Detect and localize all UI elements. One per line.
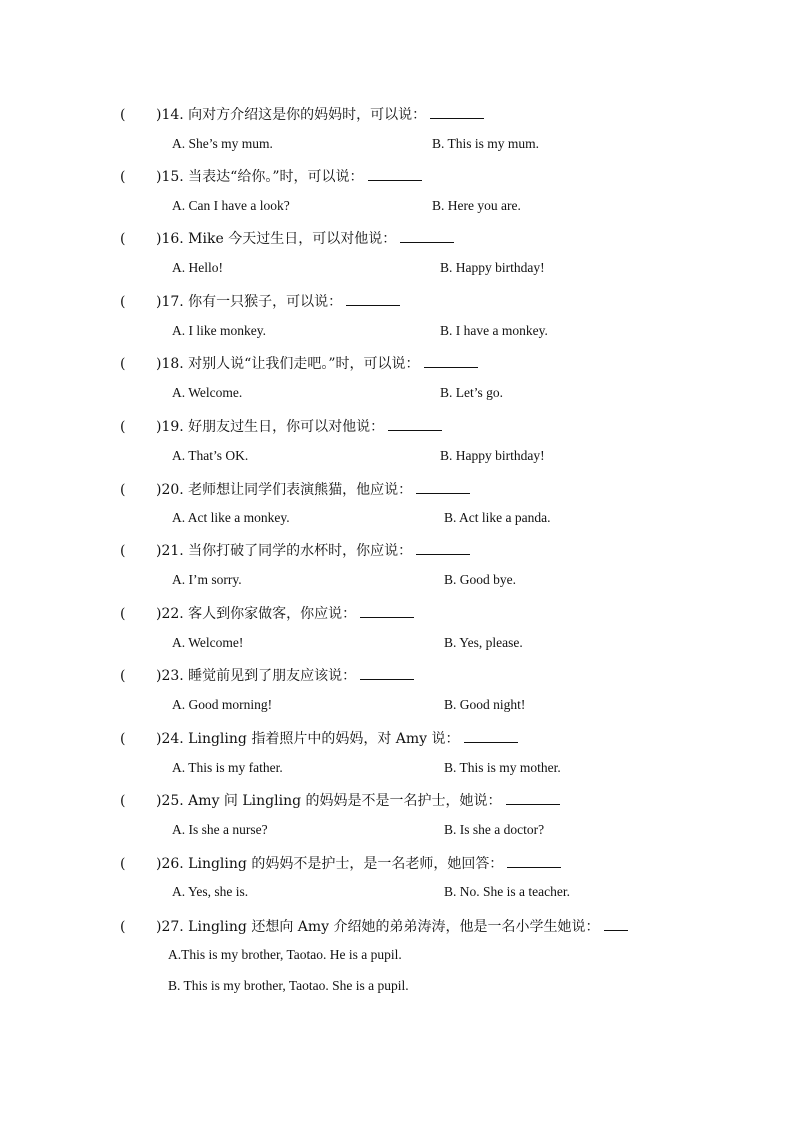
option-b: B. This is my mother. [444,760,561,775]
answer-paren: ( [120,856,126,872]
question-21 [120,540,470,560]
answer-paren: ( [120,668,126,684]
question-stem: )22. 客人到你家做客，你应说： [156,606,357,622]
question-20 [120,479,470,499]
option-a: A. Yes, she is. [172,884,249,899]
option-b: B. Here you are. [432,198,521,213]
answer-paren: ( [120,231,126,247]
option-b: B. Act like a panda. [444,510,551,525]
question-stem: )19. 好朋友过生日，你可以对他说： [156,419,385,435]
answer-blank[interactable] [507,855,561,868]
question-stem: )23. 睡觉前见到了朋友应该说： [156,668,357,684]
option-a: A. Can I have a look? [172,198,290,213]
option-a: A. Is she a nurse? [172,822,268,837]
question-19 [120,416,442,436]
question-23 [120,665,414,685]
answer-paren: ( [120,482,126,498]
answer-paren: ( [120,543,126,559]
answer-blank[interactable] [430,106,484,119]
option-a: A. That’s OK. [172,448,249,463]
option-a: A. Welcome. [172,385,243,400]
question-16 [120,228,454,248]
answer-blank[interactable] [506,792,560,805]
answer-paren: ( [120,419,126,435]
question-stem: )14. 向对方介绍这是你的妈妈时，可以说： [156,107,427,123]
option-b: B. Good bye. [444,572,516,587]
option-a: A. Welcome! [172,635,244,650]
question-17 [120,291,400,311]
answer-blank[interactable] [424,355,478,368]
option-b: B. Good night! [444,697,526,712]
question-stem: )16. Mike 今天过生日，可以对他说： [156,231,397,247]
answer-blank[interactable] [346,293,400,306]
answer-blank[interactable] [368,168,422,181]
answer-blank[interactable] [416,542,470,555]
answer-blank[interactable] [360,605,414,618]
option-a: A. I’m sorry. [172,572,242,587]
option-a: A. I like monkey. [172,323,266,338]
option-a: A. Act like a monkey. [172,510,290,525]
answer-paren: ( [120,107,126,123]
question-stem: )27. Lingling 还想向 Amy 介绍她的弟弟涛涛，他是一名小学生她说： [156,919,600,935]
question-stem: )25. Amy 问 Lingling 的妈妈是不是一名护士，她说： [156,793,502,809]
answer-blank[interactable] [388,418,442,431]
option-a: A. She’s my mum. [172,136,273,151]
answer-paren: ( [120,793,126,809]
answer-blank[interactable] [416,481,470,494]
question-25 [120,790,560,810]
option-b: B. This is my brother, Taotao. She is a pupil. [168,978,409,993]
question-24 [120,728,518,748]
question-stem: )21. 当你打破了同学的水杯时，你应说： [156,543,413,559]
question-stem: )15. 当表达“给你。”时，可以说： [156,169,364,185]
option-a: A.This is my brother, Taotao. He is a pupil. [168,947,402,962]
question-14 [120,104,484,124]
option-b: B. Yes, please. [444,635,523,650]
question-stem: )26. Lingling 的妈妈不是护士，是一名老师，她回答： [156,856,504,872]
option-b: B. Happy birthday! [440,260,545,275]
question-stem: )20. 老师想让同学们表演熊猫，他应说： [156,482,413,498]
answer-paren: ( [120,356,126,372]
option-b: B. I have a monkey. [440,323,548,338]
answer-blank[interactable] [360,667,414,680]
option-b: B. Happy birthday! [440,448,545,463]
question-18 [120,353,478,373]
option-a: A. This is my father. [172,760,283,775]
question-15 [120,166,422,186]
question-26 [120,853,561,873]
answer-paren: ( [120,731,126,747]
question-27 [120,916,628,936]
answer-paren: ( [120,169,126,185]
answer-paren: ( [120,919,126,935]
answer-blank[interactable] [464,730,518,743]
option-b: B. Let’s go. [440,385,503,400]
question-stem: )17. 你有一只猴子，可以说： [156,294,343,310]
question-stem: )18. 对别人说“让我们走吧。”时，可以说： [156,356,420,372]
answer-paren: ( [120,294,126,310]
question-22 [120,603,414,623]
answer-paren: ( [120,606,126,622]
option-b: B. No. She is a teacher. [444,884,570,899]
question-stem: )24. Lingling 指着照片中的妈妈，对 Amy 说： [156,731,460,747]
option-a: A. Good morning! [172,697,273,712]
option-b: B. This is my mum. [432,136,540,151]
option-b: B. Is she a doctor? [444,822,545,837]
option-a: A. Hello! [172,260,223,275]
answer-blank[interactable] [604,918,628,931]
answer-blank[interactable] [400,230,454,243]
